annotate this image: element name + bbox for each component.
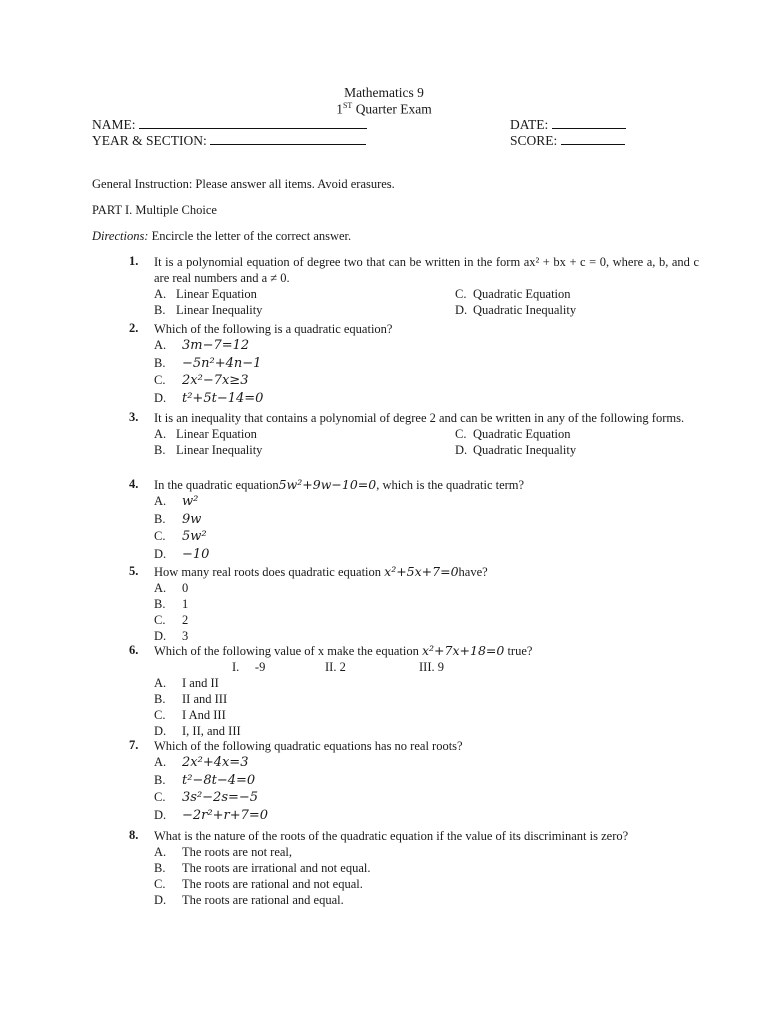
- options-list: [154, 580, 699, 644]
- option-text: 0: [182, 581, 189, 595]
- option[interactable]: [154, 772, 699, 790]
- option-text: 2x²−7x≥3: [182, 373, 249, 388]
- name-label: NAME:: [92, 117, 136, 132]
- option-letter[interactable]: A.: [154, 287, 167, 301]
- options-row: [154, 286, 699, 302]
- question-number: 1.: [129, 254, 139, 268]
- option-text: The roots are rational and equal.: [182, 893, 344, 907]
- option-text: 5w²: [182, 529, 207, 544]
- option-text: II and III: [182, 692, 228, 706]
- option-text: 3m−7=12: [182, 338, 250, 353]
- option[interactable]: [154, 390, 699, 408]
- option[interactable]: [154, 691, 699, 707]
- subtitle-sup: ST: [342, 101, 353, 110]
- year-section-row: [92, 133, 366, 149]
- question-number: 7.: [129, 738, 139, 752]
- option[interactable]: [154, 528, 699, 546]
- question-text-before: In the quadratic equation: [154, 478, 279, 492]
- option-text: The roots are irrational and not equal.: [182, 861, 371, 875]
- option-letter[interactable]: B.: [154, 443, 166, 457]
- option[interactable]: [154, 493, 699, 511]
- general-instruction: General Instruction: Please answer all items. Avoid erasures.: [92, 177, 395, 191]
- question-text-before: Which of the following value of x make the equation: [154, 644, 422, 658]
- question-text: [154, 477, 699, 493]
- option-text: The roots are not real,: [182, 845, 293, 859]
- option-letter: A.: [154, 676, 167, 690]
- directions-text: Encircle the letter of the correct answer.: [148, 229, 352, 243]
- option-letter[interactable]: B.: [154, 303, 166, 317]
- option-text: −2r²+r+7=0: [182, 807, 269, 823]
- option-text: Linear Equation: [176, 427, 257, 441]
- option-text: w²: [182, 494, 199, 509]
- option[interactable]: [154, 511, 699, 529]
- option[interactable]: [154, 707, 699, 723]
- question-number: 6.: [129, 643, 139, 657]
- option[interactable]: [154, 546, 699, 564]
- option[interactable]: [154, 372, 699, 390]
- options-list: [154, 754, 699, 824]
- option[interactable]: [154, 612, 699, 628]
- option-letter: B.: [154, 861, 166, 875]
- option-letter: D.: [154, 390, 167, 405]
- year-section-label: YEAR & SECTION:: [92, 133, 207, 148]
- option-text: 9w: [182, 511, 202, 527]
- option[interactable]: [154, 628, 699, 644]
- date-row: [510, 117, 626, 133]
- question-text: [154, 564, 699, 580]
- option-letter: D.: [154, 893, 167, 907]
- question-text-after: have?: [458, 565, 488, 579]
- question-number: 4.: [129, 477, 139, 491]
- option-letter: C.: [154, 877, 166, 891]
- option-letter: D.: [154, 807, 167, 822]
- option[interactable]: [154, 892, 699, 908]
- option-text: 3: [182, 629, 189, 643]
- option-text: Quadratic Equation: [473, 287, 571, 301]
- option-text: Linear Inequality: [176, 443, 263, 457]
- option[interactable]: [154, 723, 699, 739]
- question-number: 3.: [129, 410, 139, 424]
- option-letter: C.: [154, 613, 166, 627]
- option-text: Linear Inequality: [176, 303, 263, 317]
- option-letter: B.: [154, 692, 166, 706]
- subtitle-prefix: 1: [336, 101, 343, 117]
- option-text: 2x²+4x=3: [182, 755, 249, 770]
- question-text-after: , which is the quadratic term?: [376, 478, 525, 492]
- name-blank[interactable]: [139, 117, 367, 129]
- options-list: [154, 337, 699, 407]
- option-letter: C.: [154, 790, 166, 804]
- options-list: [154, 844, 699, 908]
- option[interactable]: [154, 789, 699, 807]
- option-letter: B.: [154, 511, 166, 526]
- option-text: 2: [182, 613, 189, 627]
- roman-i: I. -9: [232, 660, 266, 674]
- options-row: [154, 426, 699, 442]
- option[interactable]: [154, 807, 699, 825]
- option-letter: C.: [154, 529, 166, 543]
- option-text: Quadratic Inequality: [473, 443, 577, 457]
- option-text: 3s²−2s=−5: [182, 790, 259, 805]
- options-row: [154, 302, 699, 318]
- option-text: −10: [182, 546, 210, 562]
- question-1: [129, 254, 699, 318]
- question-text-before: How many real roots does quadratic equation: [154, 565, 385, 579]
- question-text: It is an inequality that contains a polynomial of degree 2 and can be written in any of the following forms.: [154, 411, 685, 425]
- option[interactable]: [154, 596, 699, 612]
- question-text: It is a polynomial equation of degree two that can be written in the form ax² + bx + c = 0, where a, b, and c are real numbers and a ≠ 0.: [154, 255, 699, 285]
- question-8: [129, 828, 699, 908]
- option-text: Quadratic Equation: [473, 427, 571, 441]
- option-letter: C.: [154, 708, 166, 722]
- question-text: [154, 643, 699, 659]
- options-row: [154, 442, 699, 458]
- question-text: Which of the following quadratic equations has no real roots?: [154, 739, 463, 753]
- question-5: [129, 564, 699, 644]
- score-blank[interactable]: [561, 133, 625, 145]
- option-letter[interactable]: D.: [455, 443, 468, 457]
- option-text: Quadratic Inequality: [473, 303, 577, 317]
- option-text: I And III: [182, 708, 226, 722]
- option-letter[interactable]: A.: [154, 427, 167, 441]
- roman-choices: [129, 659, 699, 675]
- question-number: 2.: [129, 321, 139, 335]
- option[interactable]: [154, 675, 699, 691]
- directions-label: Directions:: [92, 229, 149, 243]
- option-text: t²−8t−4=0: [182, 772, 256, 788]
- option-letter[interactable]: C.: [455, 287, 467, 301]
- option[interactable]: [154, 876, 699, 892]
- question-3: [129, 410, 699, 458]
- date-blank[interactable]: [552, 117, 626, 129]
- question-4: [129, 477, 699, 563]
- name-row: [92, 117, 367, 133]
- directions: [92, 229, 351, 244]
- question-text: What is the nature of the roots of the quadratic equation if the value of its discriminant is zero?: [154, 829, 629, 843]
- option-letter: B.: [154, 772, 166, 787]
- question-number: 8.: [129, 828, 139, 842]
- date-label: DATE:: [510, 117, 549, 132]
- option[interactable]: [154, 355, 699, 373]
- question-2: [129, 321, 699, 407]
- score-label: SCORE:: [510, 133, 558, 148]
- option[interactable]: [154, 860, 699, 876]
- option-text: t²+5t−14=0: [182, 390, 264, 406]
- option-letter: D.: [154, 724, 167, 738]
- option-letter: A.: [154, 338, 167, 352]
- option[interactable]: [154, 844, 699, 860]
- question-number: 5.: [129, 564, 139, 578]
- exam-subtitle: [0, 101, 768, 118]
- options-list: [154, 493, 699, 563]
- option-letter: A.: [154, 581, 167, 595]
- option[interactable]: [154, 580, 699, 596]
- option-letter: B.: [154, 597, 166, 611]
- option[interactable]: [154, 754, 699, 772]
- question-text-after: true?: [504, 644, 533, 658]
- option-letter: D.: [154, 629, 167, 643]
- question-text: Which of the following is a quadratic equation?: [154, 322, 393, 336]
- year-section-blank[interactable]: [210, 133, 366, 145]
- option-letter[interactable]: D.: [455, 303, 468, 317]
- option-letter: C.: [154, 373, 166, 387]
- option-letter: A.: [154, 845, 167, 859]
- roman-ii: II. 2: [325, 660, 346, 674]
- option-letter: B.: [154, 355, 166, 370]
- option-text: Linear Equation: [176, 287, 257, 301]
- option-letter[interactable]: C.: [455, 427, 467, 441]
- options-list: [154, 675, 699, 739]
- score-row: [510, 133, 625, 149]
- equation: x²+5x+7=0: [384, 564, 459, 579]
- exam-title: Mathematics 9: [344, 85, 424, 100]
- subtitle-rest: Quarter Exam: [352, 101, 432, 117]
- question-7: [129, 738, 699, 824]
- option-text: I and II: [182, 676, 219, 690]
- option-text: 1: [182, 597, 189, 611]
- part-heading: PART I. Multiple Choice: [92, 203, 217, 217]
- equation: 5w²+9w−10=0: [278, 477, 377, 492]
- roman-iii: III. 9: [419, 660, 444, 674]
- question-6: [129, 643, 699, 739]
- option-letter: D.: [154, 546, 167, 561]
- option-text: I, II, and III: [182, 724, 241, 738]
- option-text: The roots are rational and not equal.: [182, 877, 363, 891]
- option[interactable]: [154, 337, 699, 355]
- option-letter: A.: [154, 755, 167, 769]
- equation: x²+7x+18=0: [421, 643, 505, 658]
- option-text: −5n²+4n−1: [182, 355, 262, 371]
- option-letter: A.: [154, 494, 167, 508]
